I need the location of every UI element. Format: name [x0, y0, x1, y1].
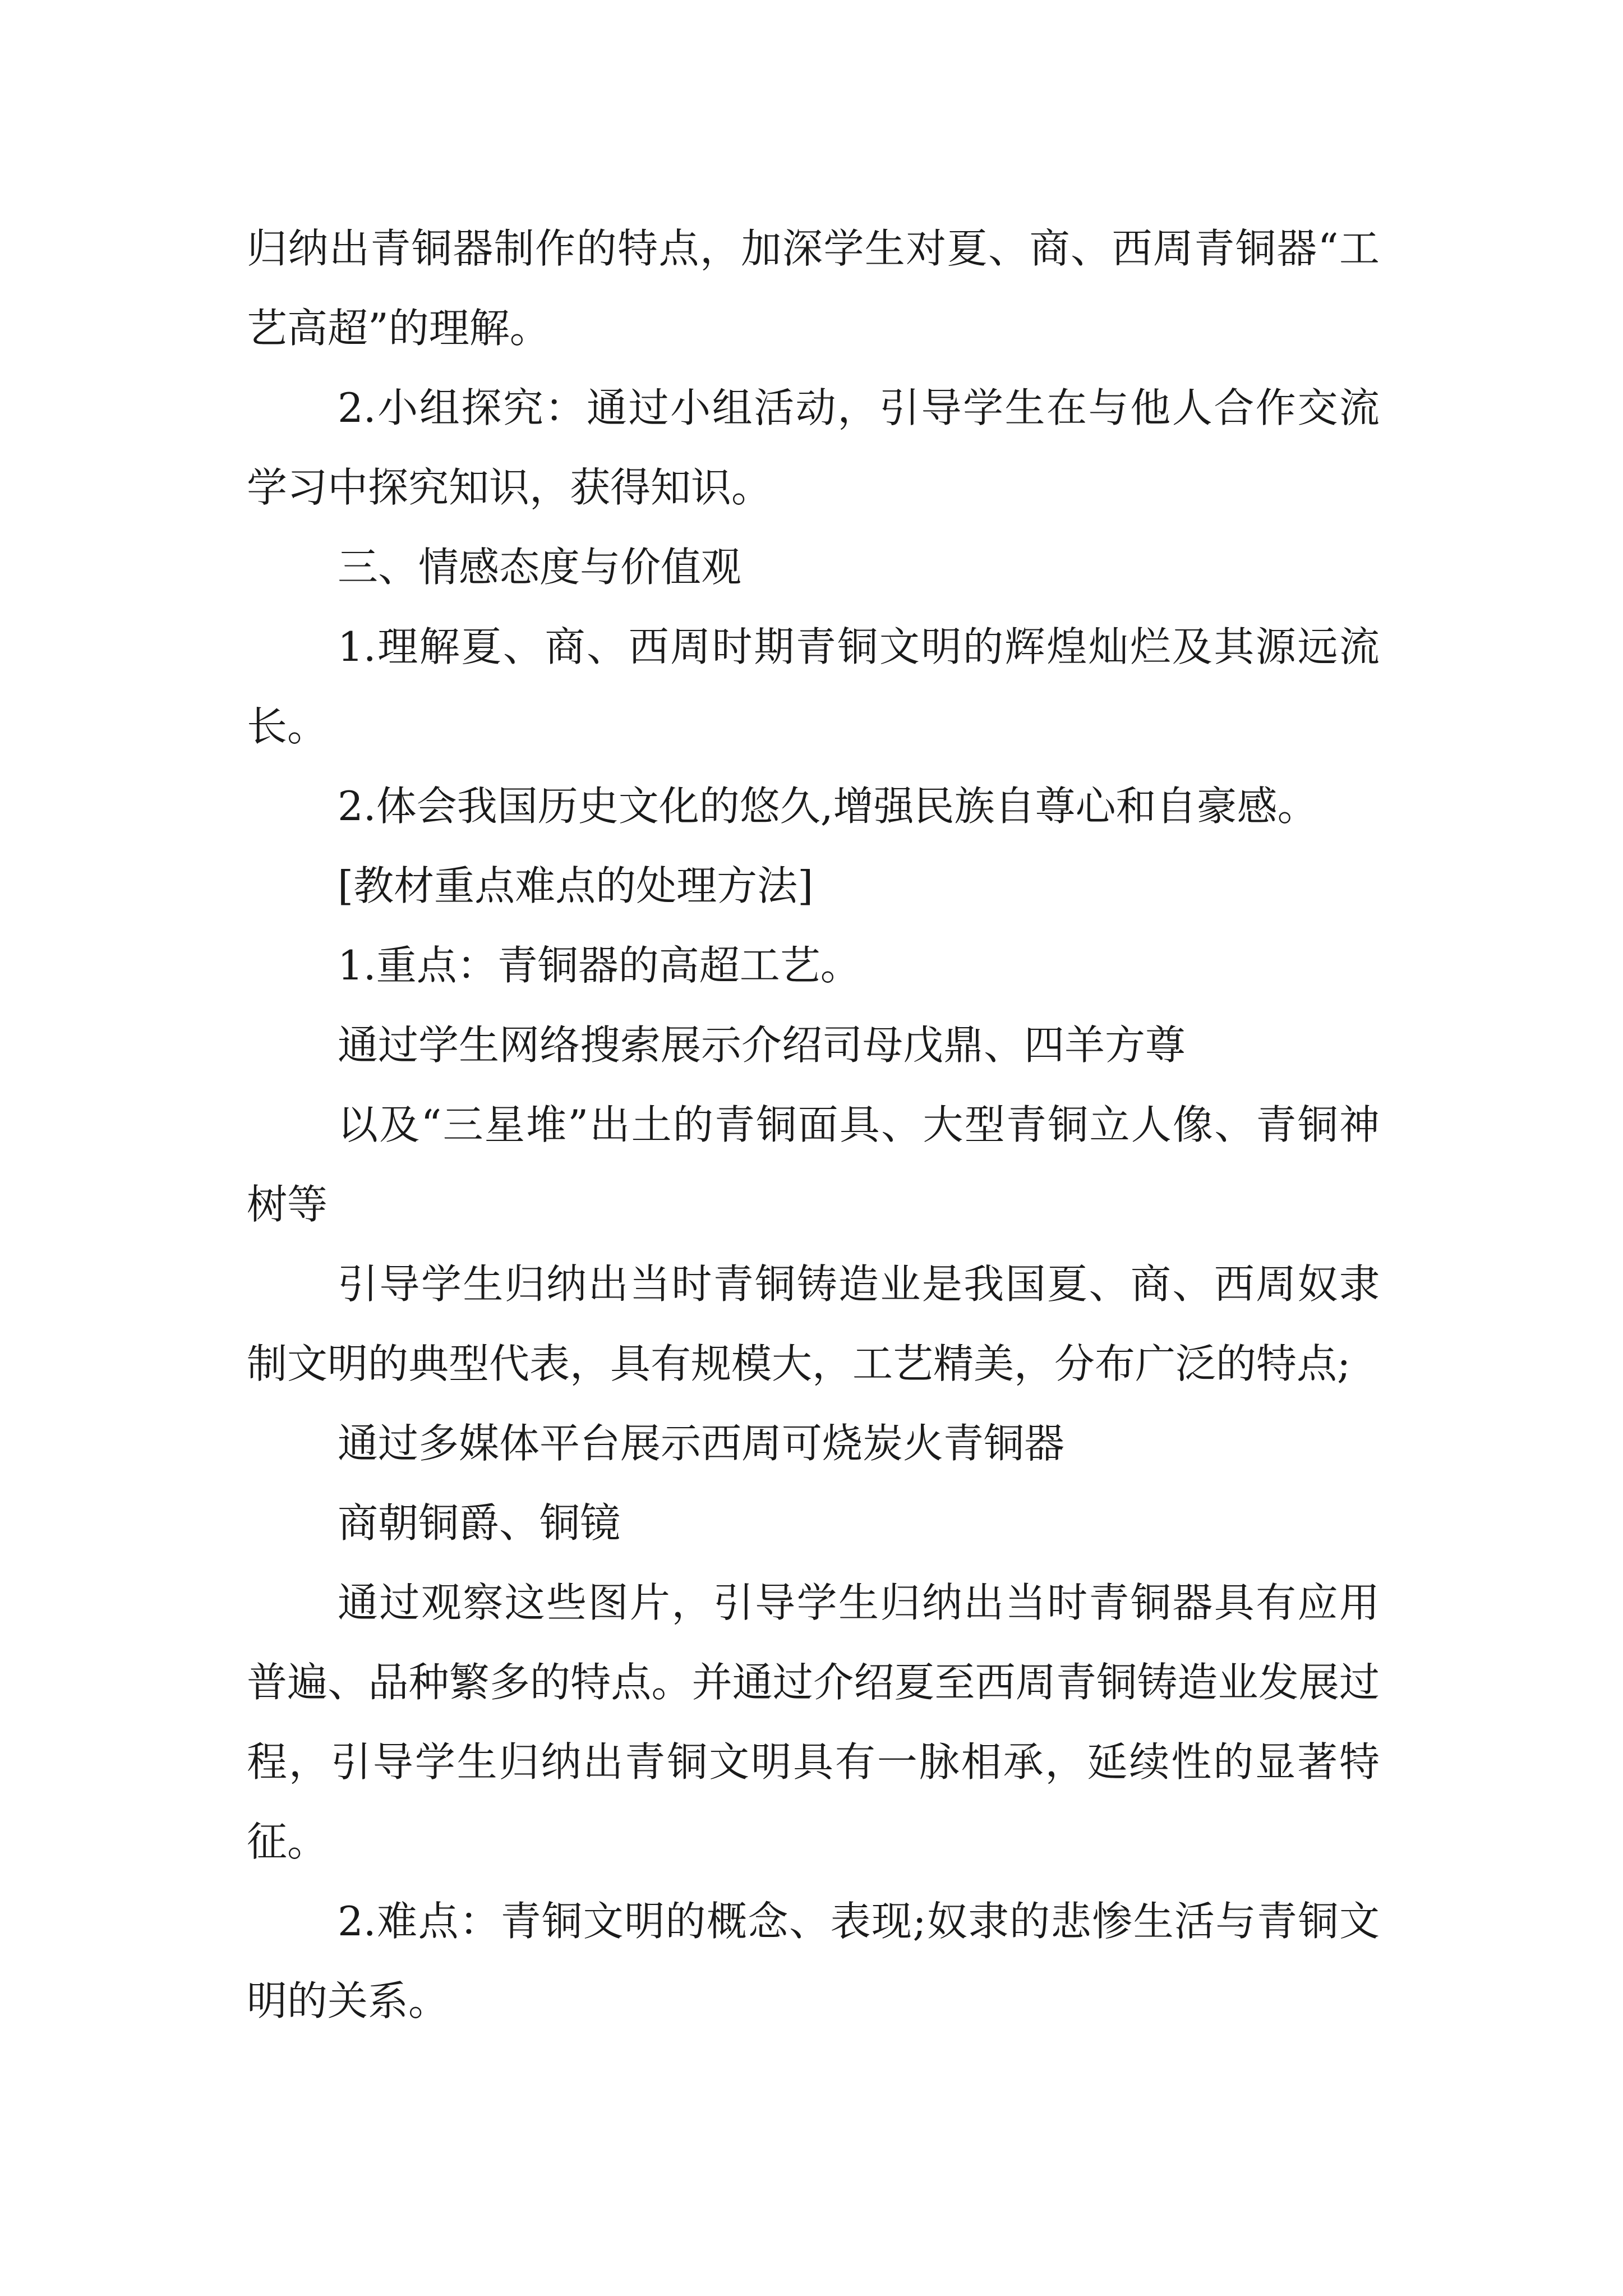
paragraph-group-inquiry: 2.小组探究：通过小组活动，引导学生在与他人合作交流学习中探究知识，获得知识。	[247, 384, 1380, 511]
paragraph-sanxingdui: 以及“三星堆”出土的青铜面具、大型青铜立人像、青铜神树等	[247, 1101, 1380, 1228]
document-body	[247, 209, 1380, 2041]
paragraph-difficult-point: 2.难点：青铜文明的概念、表现;奴隶的悲惨生活与青铜文明的关系。	[247, 1898, 1380, 2024]
paragraph-web-search: 通过学生网络搜索展示介绍司母戊鼎、四羊方尊	[338, 1022, 1186, 1069]
paragraph-guide-summary: 引导学生归纳出当时青铜铸造业是我国夏、商、西周奴隶制文明的典型代表，具有规模大，工艺精美，分布广泛的特点;	[247, 1260, 1380, 1387]
paragraph-shang-items: 商朝铜爵、铜镜	[338, 1499, 621, 1547]
paragraph-multimedia: 通过多媒体平台展示西周可烧炭火青铜器	[338, 1420, 1065, 1467]
paragraph-key-point: 1.重点：青铜器的高超工艺。	[338, 942, 861, 989]
paragraph-observe-images: 通过观察这些图片，引导学生归纳出当时青铜器具有应用普遍、品种繁多的特点。并通过介绍夏至西周青铜铸造业发展过程，引导学生归纳出青铜文明具有一脉相承，延续性的显著特征。	[247, 1579, 1380, 1865]
paragraph-continuation: 归纳出青铜器制作的特点，加深学生对夏、商、西周青铜器“工艺高超”的理解。	[247, 225, 1380, 352]
paragraph-national-pride: 2.体会我国历史文化的悠久,增强民族自尊心和自豪感。	[338, 783, 1318, 830]
paragraph-understand-bronze: 1.理解夏、商、西周时期青铜文明的辉煌灿烂及其源远流长。	[247, 623, 1380, 750]
section-heading-attitudes-values: 三、情感态度与价值观	[338, 544, 742, 591]
section-heading-key-difficult-points: [教材重点难点的处理方法]	[338, 862, 814, 909]
